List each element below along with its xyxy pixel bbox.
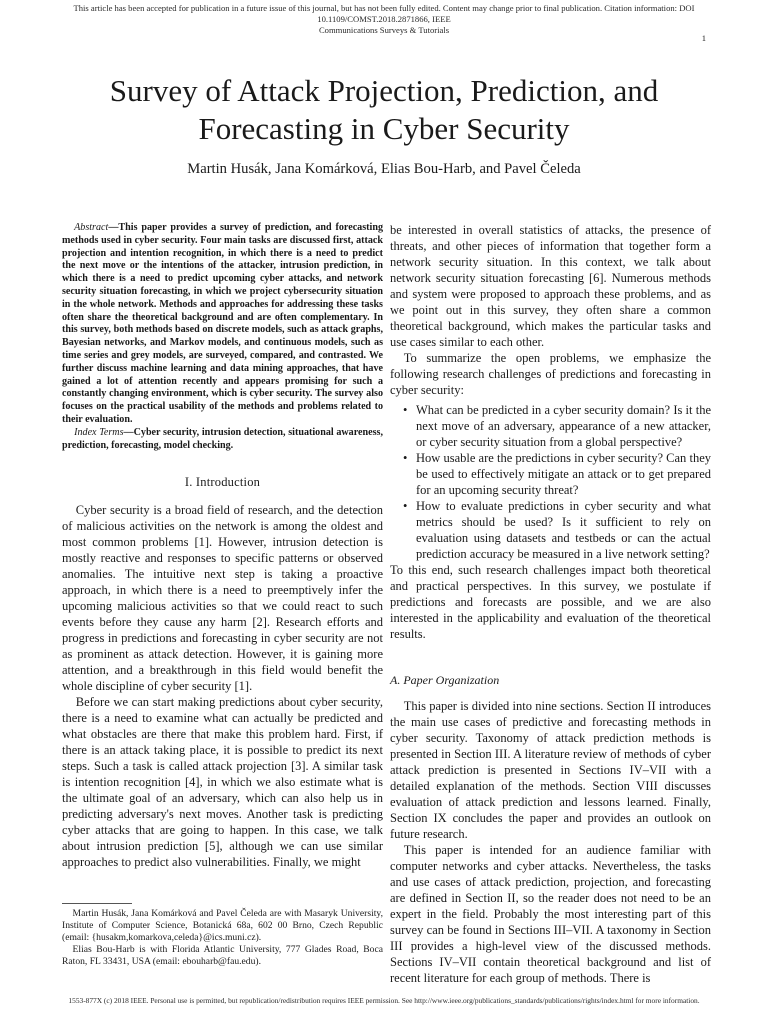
index-terms [62,427,383,453]
running-header-line-1: This article has been accepted for publication in a future issue of this journal, but has not been fully edited. Content may change prior to final publication. Citation information: DOI 10.1109/COMST.2018.2871866, IEEE [73,3,695,24]
copyright-notice: 1553-877X (c) 2018 IEEE. Personal use is permitted, but republication/redistribution requires IEEE permission. See http://www.ieee.org/publications_standards/publications/rights/index.html for more information. [68,996,700,1005]
footnotes [62,908,383,968]
list-item: • What can be predicted in a cyber security domain? Is it the next move of an adversary, appearance of a new attacker, or cyber security situation from a global perspective? [416,402,711,450]
running-header [40,3,728,36]
author-list: Martin Husák, Jana Komárková, Elias Bou-Harb, and Pavel Čeleda [187,161,581,177]
page-number: 1 [701,33,706,43]
section-heading-introduction: I. Introduction [184,475,261,490]
organization-paragraph-1: This paper is divided into nine sections. Section II introduces the main use cases of predictive and forecasting methods in cyber security. Taxonomy of attack prediction methods is presented in Section III. A literature review of methods of cyber attack prediction is presented in Sections IV–VII with a detailed explanation of the methods. Section VIII discusses evaluation of attack prediction and lessons learned. Finally, Section IX concludes the paper and provides an outlook on future research. [390,699,711,841]
list-item: • How usable are the predictions in cyber security? Can they be used to effectively mitigate an attack or to get prepared for an upcoming security threat? [416,450,711,498]
paper-title-line-1: Survey of Attack Projection, Prediction, and [109,73,659,108]
subsection-heading-paper-organization: A. Paper Organization [390,673,500,687]
abstract-text: —This paper provides a survey of prediction, and forecasting methods used in cyber security. Four main tasks are discussed first, attack projection and intention recognition, in which there is a need to predict the next move or the intentions of the attacker, intrusion prediction, in which there is a need to predict upcoming cyber attacks, and network security situation forecasting, in which we project cybersecurity situation in the whole network. Methods and approaches for addressing these tasks often share the theoretical background and are often complementary. In this survey, both methods based on discrete models, such as attack graphs, Bayesian networks, and Markov models, and continuous models, such as time series and grey models, are surveyed, compared, and contrasted. We further discuss machine learning and data mining approaches, that have gained a lot of attention recently and appears promising for such a constantly changing environment, which is cyber security. The survey also focuses on the practical usability of the methods and problems related to their evaluation. [62,222,383,425]
index-terms-text: —Cyber security, intrusion detection, situational awareness, prediction, forecasting, model checking. [62,426,383,451]
footnote-affiliation-1: Martin Husák, Jana Komárková and Pavel Čeleda are with Masaryk University, Institute of Computer Science, Botanická 68a, 602 00 Brno, Czech Republic (email: {husakm,komarkova,celeda}@ics.muni.cz). [62,908,383,943]
intro-paragraph-1: Cyber security is a broad field of research, and the detection of malicious activities on the network is among the oldest and most common problems [1]. However, intrusion detection is mostly reactive and responses to specific patterns or observed anomalies. The intuitive next step is taking a proactive approach, in which there is a need to preemptively infer the upcoming malicious activities so that we could react to such events before they cause any harm [2]. Research efforts and progress in predictions and forecasting in cyber security are not as prominent as attack detection. However, it is gaining more attention, and a breakthrough in this field would benefit the whole discipline of cyber security [1]. [62,503,383,694]
left-column [62,222,383,870]
abstract-label: Abstract [74,222,109,233]
index-terms-label: Index Terms [74,426,124,438]
intro-paragraph-4: To summarize the open problems, we emphasize the following research challenges of predictions and forecasting in cyber security: [390,351,711,397]
list-item: • How to evaluate predictions in cyber security and what metrics should be used? Is it sufficient to rely on evaluation using datasets and testbeds or can the actual prediction accuracy be measured in a live network setting? [416,498,711,562]
paper-title [40,72,728,148]
intro-paragraph-3: be interested in overall statistics of attacks, the presence of threats, and other pieces of information that together form a network security situation. In this context, we talk about network security situation forecasting [6]. Numerous methods and system were proposed to approach these problems, and as we point out in this survey, they often share a common theoretical background, which makes the particular tasks and use cases similar to each other. [390,223,711,349]
intro-paragraph-2: Before we can start making predictions about cyber security, there is a need to examine what can actually be predicted and what obstacles are there that make this problem hard. First, if there is an attack taking place, it is possible to predict its next steps. Such a task is called attack projection [3]. A similar task is intention recognition [4], in which we also estimate what is the ultimate goal of an adversary, which can also help us in predicting adversary's next moves. Another task is predicting cyber attacks that are going to happen. In this case, we talk about intrusion prediction [5], although we can use similar approaches to predict also vulnerabilities. Finally, we might [62,695,383,870]
running-header-line-2: Communications Surveys & Tutorials [318,25,450,35]
footnote-affiliation-2: Elias Bou-Harb is with Florida Atlantic University, 777 Glades Road, Boca Raton, FL 33431, USA (email: ebouharb@fau.edu). [62,944,383,967]
research-challenges-list [390,402,711,562]
intro-paragraph-5: To this end, such research challenges impact both theoretical and practical perspectives. In this survey, we postulate if predictions and forecasts are possible, and we are also interested in the applicability and evaluation of the theoretical results. [390,563,711,641]
paper-title-line-2: Forecasting in Cyber Security [198,111,570,146]
abstract [62,222,383,427]
right-column [390,222,711,986]
organization-paragraph-2: This paper is intended for an audience familiar with computer networks and cyber attacks. Nevertheless, the tasks and use cases of attack prediction, projection, and forecasting are defined in Section II, so the reader does not need to be an expert in the field. Probably the most interesting part of this survey can be found in Sections III–VII. A taxonomy in Section III provides a high-level view of the discussed methods. Sections IV–VII contain theoretical background and list of recent literature for each group of methods. There is [390,843,711,985]
footnote-divider [62,903,132,904]
